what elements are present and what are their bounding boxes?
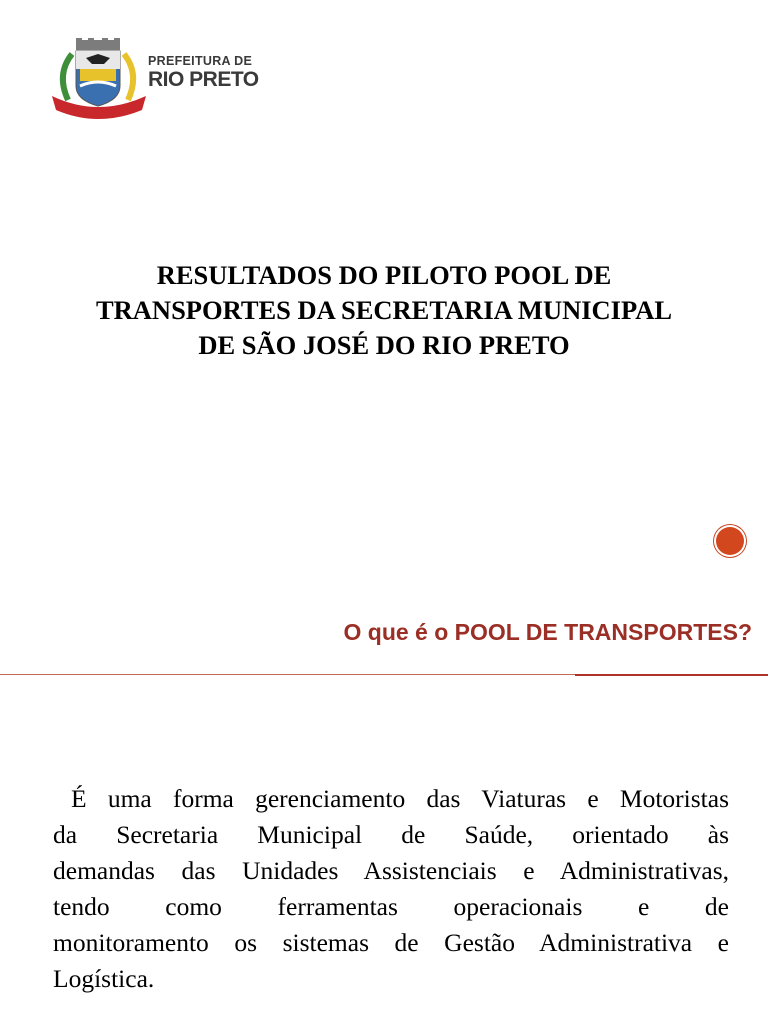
slide-title xyxy=(40,258,728,363)
logo-line1: PREFEITURA DE xyxy=(148,54,253,68)
paragraph-line: demandas das Unidades Assistenciais e Administrativas, xyxy=(53,856,729,885)
title-line2: TRANSPORTES DA SECRETARIA MUNICIPAL xyxy=(95,295,673,325)
divider-accent xyxy=(575,674,768,676)
title-line1: RESULTADOS DO PILOTO POOL DE xyxy=(156,260,612,290)
paragraph-line: Logística. xyxy=(53,964,155,993)
prefeitura-logo xyxy=(50,38,265,120)
title-line3: DE SÃO JOSÉ DO RIO PRETO xyxy=(198,330,570,360)
paragraph-line: tendo como ferramentas operacionais e de xyxy=(53,892,729,921)
logo-line2: RIO PRETO xyxy=(148,68,259,91)
section-heading: O que é o POOL DE TRANSPORTES? xyxy=(343,619,752,645)
section-paragraph xyxy=(53,781,729,997)
coat-of-arms-icon xyxy=(50,38,148,120)
paragraph-line: É uma forma gerenciamento das Viaturas e Motoristas xyxy=(71,784,729,813)
paragraph-line: monitoramento os sistemas de Gestão Administrativa e xyxy=(53,928,729,957)
paragraph-line: da Secretaria Municipal de Saúde, orientado às xyxy=(53,820,729,849)
decorative-circle-icon xyxy=(716,527,744,555)
